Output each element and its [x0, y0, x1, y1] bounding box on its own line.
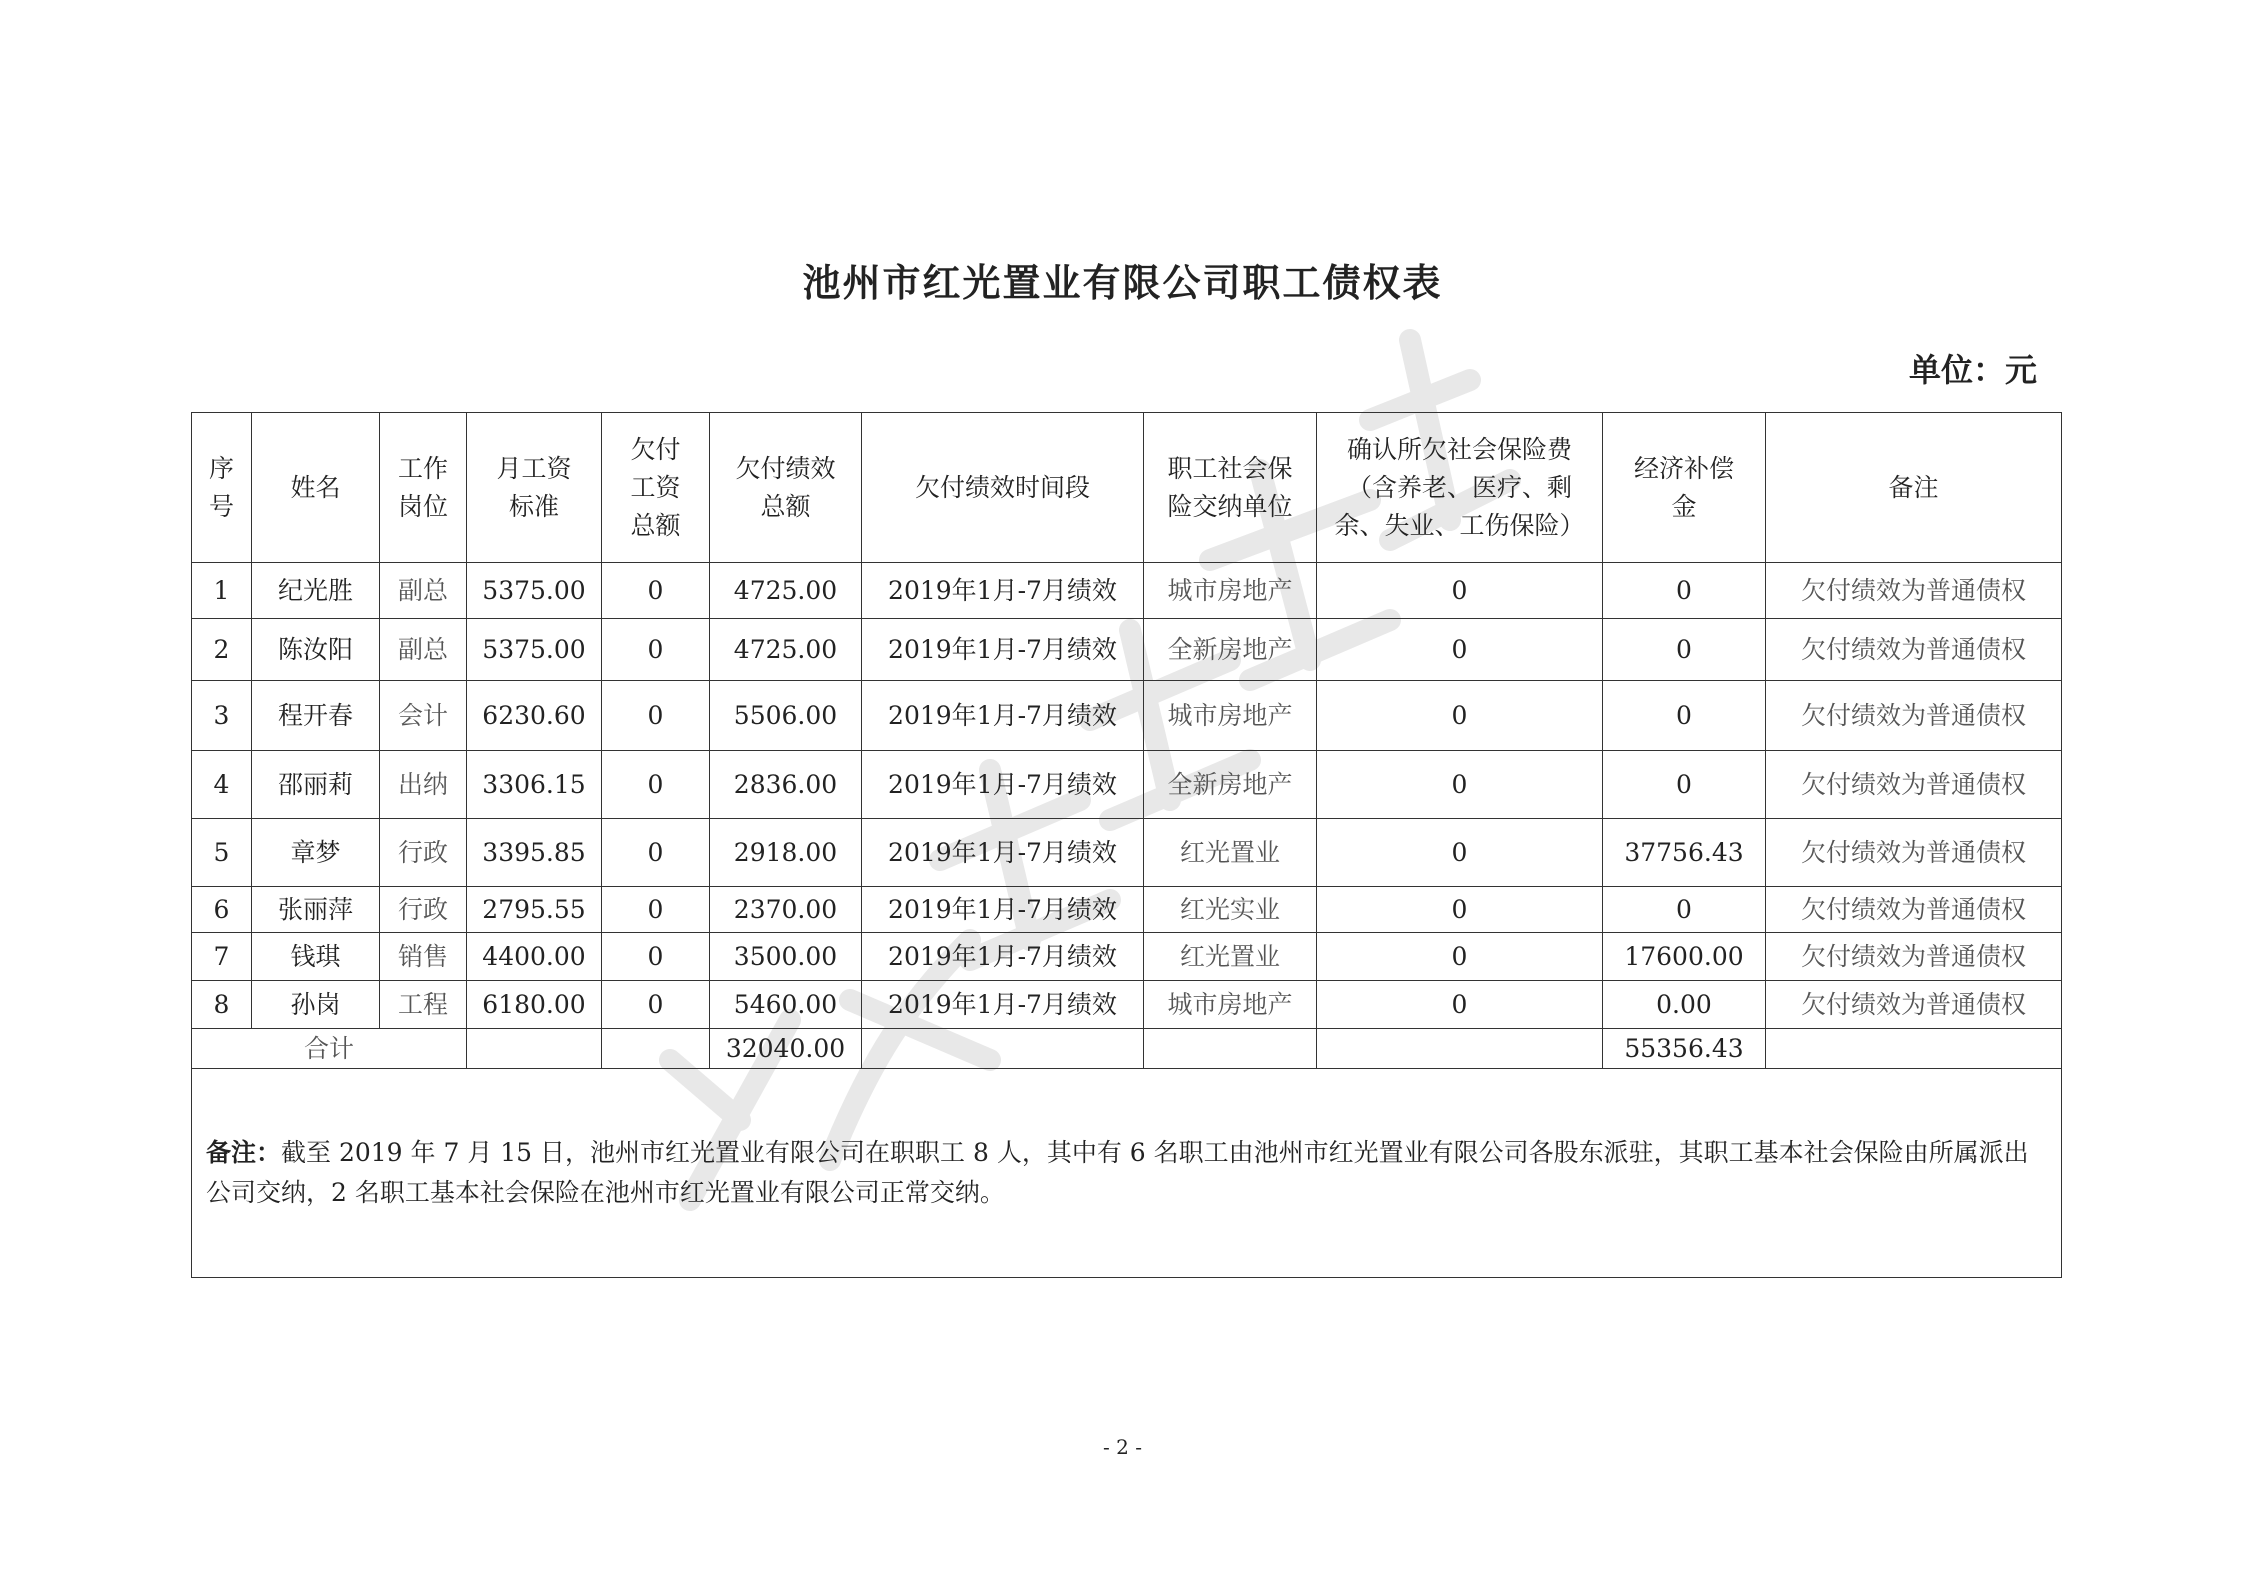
cell-unpaid-wage: 0 — [602, 681, 710, 751]
cell-unpaid-perf: 3500.00 — [710, 933, 862, 981]
header-insurer: 职工社会保 险交纳单位 — [1144, 413, 1317, 563]
cell-no: 8 — [192, 981, 252, 1029]
cell-unpaid-perf: 2836.00 — [710, 751, 862, 819]
cell-period: 2019年1月-7月绩效 — [862, 681, 1144, 751]
cell-name: 章梦 — [252, 819, 380, 887]
cell-insurer: 城市房地产 — [1144, 681, 1317, 751]
cell-post: 副总 — [380, 563, 467, 619]
cell-insurer: 全新房地产 — [1144, 619, 1317, 681]
cell-compensation: 0.00 — [1603, 981, 1766, 1029]
cell-remark: 欠付绩效为普通债权 — [1766, 563, 2062, 619]
cell-post: 销售 — [380, 933, 467, 981]
cell-compensation: 0 — [1603, 887, 1766, 933]
cell-salary: 6180.00 — [467, 981, 602, 1029]
cell-unpaid-wage: 0 — [602, 981, 710, 1029]
cell-unpaid-perf: 2918.00 — [710, 819, 862, 887]
header-name: 姓名 — [252, 413, 380, 563]
cell-unpaid-wage: 0 — [602, 887, 710, 933]
table-row — [192, 933, 2062, 981]
cell-period: 2019年1月-7月绩效 — [862, 887, 1144, 933]
cell-unpaid-wage: 0 — [602, 563, 710, 619]
cell-compensation: 0 — [1603, 619, 1766, 681]
cell-compensation: 0 — [1603, 563, 1766, 619]
header-unpaid-perf: 欠付绩效 总额 — [710, 413, 862, 563]
total-row — [192, 1029, 2062, 1069]
cell-period: 2019年1月-7月绩效 — [862, 563, 1144, 619]
cell-post: 行政 — [380, 819, 467, 887]
cell-post: 行政 — [380, 887, 467, 933]
cell-compensation: 37756.43 — [1603, 819, 1766, 887]
cell-insurer: 城市房地产 — [1144, 563, 1317, 619]
cell-insurer: 红光实业 — [1144, 887, 1317, 933]
cell-salary: 5375.00 — [467, 563, 602, 619]
cell-insurance-fee: 0 — [1317, 981, 1603, 1029]
table-row — [192, 819, 2062, 887]
cell-no: 1 — [192, 563, 252, 619]
cell-remark: 欠付绩效为普通债权 — [1766, 933, 2062, 981]
cell-compensation: 0 — [1603, 751, 1766, 819]
header-no: 序 号 — [192, 413, 252, 563]
cell-insurance-fee: 0 — [1317, 751, 1603, 819]
table-row — [192, 619, 2062, 681]
cell-unpaid-wage: 0 — [602, 619, 710, 681]
cell-salary: 6230.60 — [467, 681, 602, 751]
cell-no: 7 — [192, 933, 252, 981]
cell-name: 陈汝阳 — [252, 619, 380, 681]
cell-remark: 欠付绩效为普通债权 — [1766, 681, 2062, 751]
cell-post: 工程 — [380, 981, 467, 1029]
cell-name: 钱琪 — [252, 933, 380, 981]
note-cell — [192, 1069, 2062, 1278]
cell-insurer: 红光置业 — [1144, 933, 1317, 981]
cell-post: 副总 — [380, 619, 467, 681]
cell-period: 2019年1月-7月绩效 — [862, 751, 1144, 819]
cell-salary: 3395.85 — [467, 819, 602, 887]
cell-period: 2019年1月-7月绩效 — [862, 819, 1144, 887]
cell-no: 6 — [192, 887, 252, 933]
cell-unpaid-perf: 5506.00 — [710, 681, 862, 751]
total-unpaid-perf: 32040.00 — [710, 1029, 862, 1069]
unit-label: 单位：元 — [1908, 351, 2037, 389]
cell-period: 2019年1月-7月绩效 — [862, 619, 1144, 681]
cell-insurance-fee: 0 — [1317, 887, 1603, 933]
cell-name: 孙岗 — [252, 981, 380, 1029]
cell-period: 2019年1月-7月绩效 — [862, 933, 1144, 981]
cell-remark: 欠付绩效为普通债权 — [1766, 981, 2062, 1029]
cell-remark: 欠付绩效为普通债权 — [1766, 619, 2062, 681]
cell-name: 张丽萍 — [252, 887, 380, 933]
cell-insurer: 全新房地产 — [1144, 751, 1317, 819]
cell-insurance-fee: 0 — [1317, 933, 1603, 981]
total-empty-insurer — [1144, 1029, 1317, 1069]
document-title: 池州市红光置业有限公司职工债权表 — [802, 261, 1443, 305]
cell-insurance-fee: 0 — [1317, 563, 1603, 619]
cell-unpaid-wage: 0 — [602, 933, 710, 981]
cell-salary: 4400.00 — [467, 933, 602, 981]
total-empty-fee — [1317, 1029, 1603, 1069]
table-row — [192, 887, 2062, 933]
note-text: 截至 2019 年 7 月 15 日，池州市红光置业有限公司在职职工 8 人，其中有 6 名职工由池州市红光置业有限公司各股东派驻，其职工基本社会保险由所属派出公司交纳，2 名职工基本社会保险在池州市红光置业有限公司正常交纳。 — [206, 1138, 2029, 1207]
cell-post: 会计 — [380, 681, 467, 751]
header-unpaid-wage: 欠付 工资 总额 — [602, 413, 710, 563]
table-row — [192, 563, 2062, 619]
note-row — [192, 1069, 2062, 1278]
cell-remark: 欠付绩效为普通债权 — [1766, 887, 2062, 933]
cell-unpaid-perf: 4725.00 — [710, 563, 862, 619]
header-period: 欠付绩效时间段 — [862, 413, 1144, 563]
cell-salary: 3306.15 — [467, 751, 602, 819]
cell-compensation: 0 — [1603, 681, 1766, 751]
cell-unpaid-perf: 2370.00 — [710, 887, 862, 933]
cell-period: 2019年1月-7月绩效 — [862, 981, 1144, 1029]
total-empty-salary — [467, 1029, 602, 1069]
table-row — [192, 751, 2062, 819]
note-label: 备注： — [206, 1138, 282, 1167]
cell-remark: 欠付绩效为普通债权 — [1766, 751, 2062, 819]
cell-insurer: 城市房地产 — [1144, 981, 1317, 1029]
cell-salary: 2795.55 — [467, 887, 602, 933]
cell-no: 5 — [192, 819, 252, 887]
total-label: 合计 — [192, 1029, 467, 1069]
cell-salary: 5375.00 — [467, 619, 602, 681]
cell-insurance-fee: 0 — [1317, 819, 1603, 887]
cell-unpaid-wage: 0 — [602, 819, 710, 887]
header-compensation: 经济补偿 金 — [1603, 413, 1766, 563]
cell-no: 4 — [192, 751, 252, 819]
total-compensation: 55356.43 — [1603, 1029, 1766, 1069]
cell-insurance-fee: 0 — [1317, 619, 1603, 681]
header-remark: 备注 — [1766, 413, 2062, 563]
cell-insurer: 红光置业 — [1144, 819, 1317, 887]
total-empty-wage — [602, 1029, 710, 1069]
page-number: - 2 - — [1103, 1435, 1142, 1459]
total-empty-remark — [1766, 1029, 2062, 1069]
cell-no: 2 — [192, 619, 252, 681]
header-salary: 月工资 标准 — [467, 413, 602, 563]
header-post: 工作 岗位 — [380, 413, 467, 563]
cell-post: 出纳 — [380, 751, 467, 819]
cell-name: 纪光胜 — [252, 563, 380, 619]
employee-debt-table — [191, 412, 2062, 1278]
table-row — [192, 981, 2062, 1029]
table-header-row — [192, 413, 2062, 563]
cell-no: 3 — [192, 681, 252, 751]
table-row — [192, 681, 2062, 751]
cell-remark: 欠付绩效为普通债权 — [1766, 819, 2062, 887]
cell-name: 程开春 — [252, 681, 380, 751]
cell-compensation: 17600.00 — [1603, 933, 1766, 981]
total-empty-period — [862, 1029, 1144, 1069]
cell-name: 邵丽莉 — [252, 751, 380, 819]
header-insurance-fee: 确认所欠社会保险费 （含养老、医疗、剩 余、失业、工伤保险） — [1317, 413, 1603, 563]
cell-unpaid-perf: 5460.00 — [710, 981, 862, 1029]
cell-insurance-fee: 0 — [1317, 681, 1603, 751]
cell-unpaid-perf: 4725.00 — [710, 619, 862, 681]
cell-unpaid-wage: 0 — [602, 751, 710, 819]
